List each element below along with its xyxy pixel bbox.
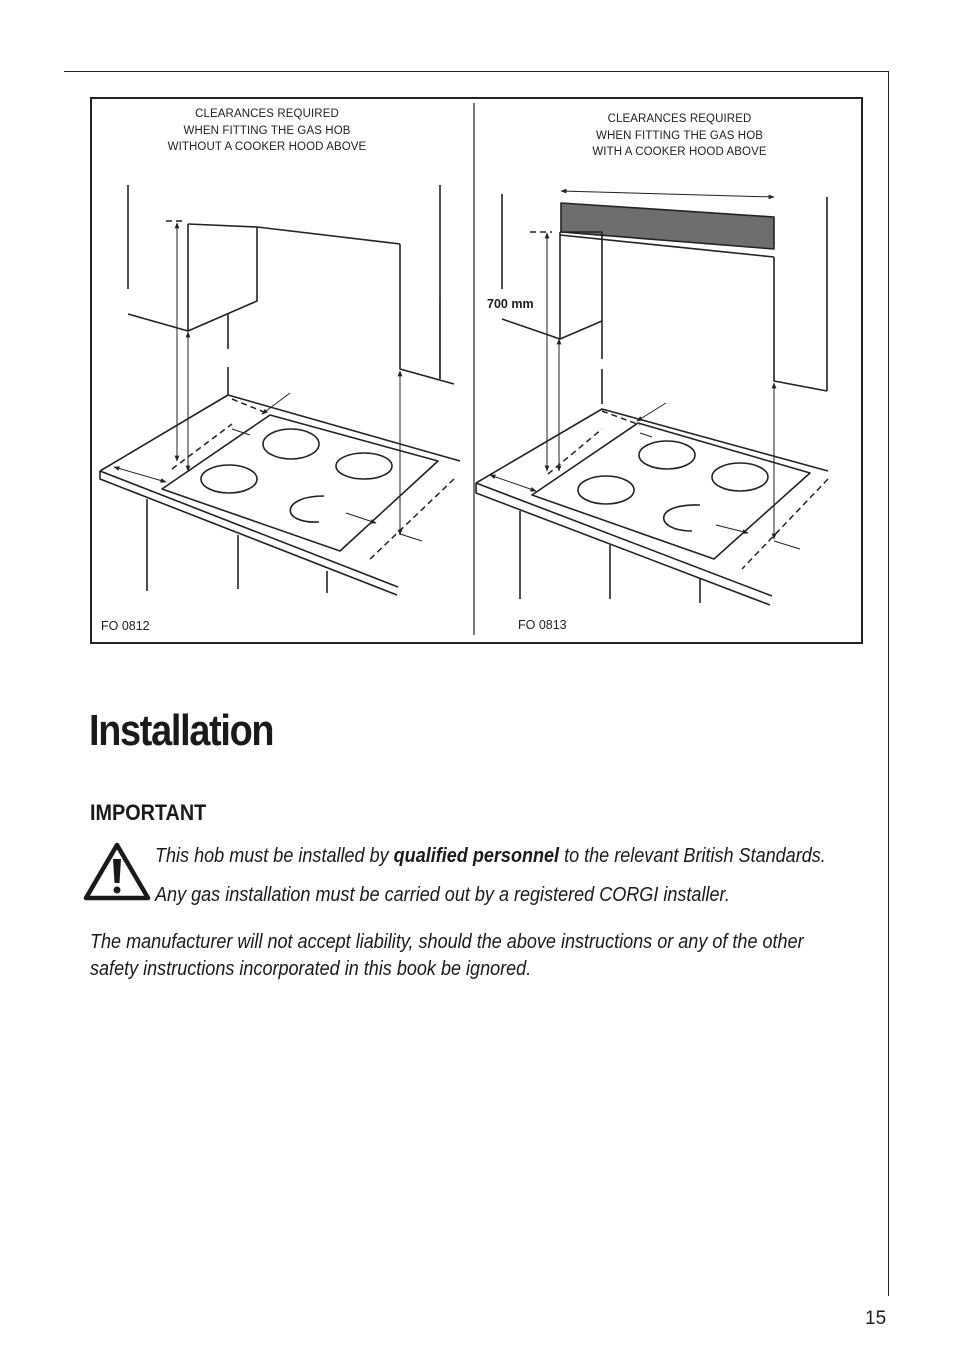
left-caption bbox=[152, 106, 382, 156]
installer-text: This hob must be installed by bbox=[155, 844, 394, 867]
right-caption-line: WHEN FITTING THE GAS HOB bbox=[595, 129, 764, 142]
left-caption-line: CLEARANCES REQUIRED bbox=[195, 108, 339, 120]
page-title: Installation bbox=[89, 706, 274, 755]
right-rule bbox=[888, 71, 889, 1296]
warning-triangle-icon bbox=[82, 840, 152, 902]
right-figure-code: FO 0813 bbox=[518, 618, 567, 632]
right-caption-line: CLEARANCES REQUIRED bbox=[607, 113, 752, 125]
left-caption-line: WHEN FITTING THE GAS HOB bbox=[183, 124, 351, 137]
installer-text: to the relevant British Standards. bbox=[559, 844, 826, 867]
left-figure-code: FO 0812 bbox=[101, 619, 150, 633]
corgi-requirement: Any gas installation must be carried out by a registered CORGI installer. bbox=[155, 883, 730, 906]
liability-disclaimer: The manufacturer will not accept liability, should the above instructions or any of the other safety instructions incorporated in this book be ignored. bbox=[90, 930, 804, 980]
clearance-diagram bbox=[90, 97, 863, 644]
right-caption-line: WITH A COOKER HOOD ABOVE bbox=[592, 146, 767, 158]
left-caption-line: WITHOUT A COOKER HOOD ABOVE bbox=[167, 141, 367, 153]
page-number: 15 bbox=[865, 1308, 887, 1329]
qualified-personnel-emphasis: qualified personnel bbox=[393, 844, 560, 867]
clearance-drawing bbox=[92, 99, 865, 646]
installer-requirement bbox=[155, 842, 826, 869]
right-caption bbox=[562, 111, 797, 161]
top-rule bbox=[64, 71, 889, 72]
important-heading: IMPORTANT bbox=[90, 800, 207, 825]
hood-height-dimension: 700 mm bbox=[487, 297, 534, 311]
